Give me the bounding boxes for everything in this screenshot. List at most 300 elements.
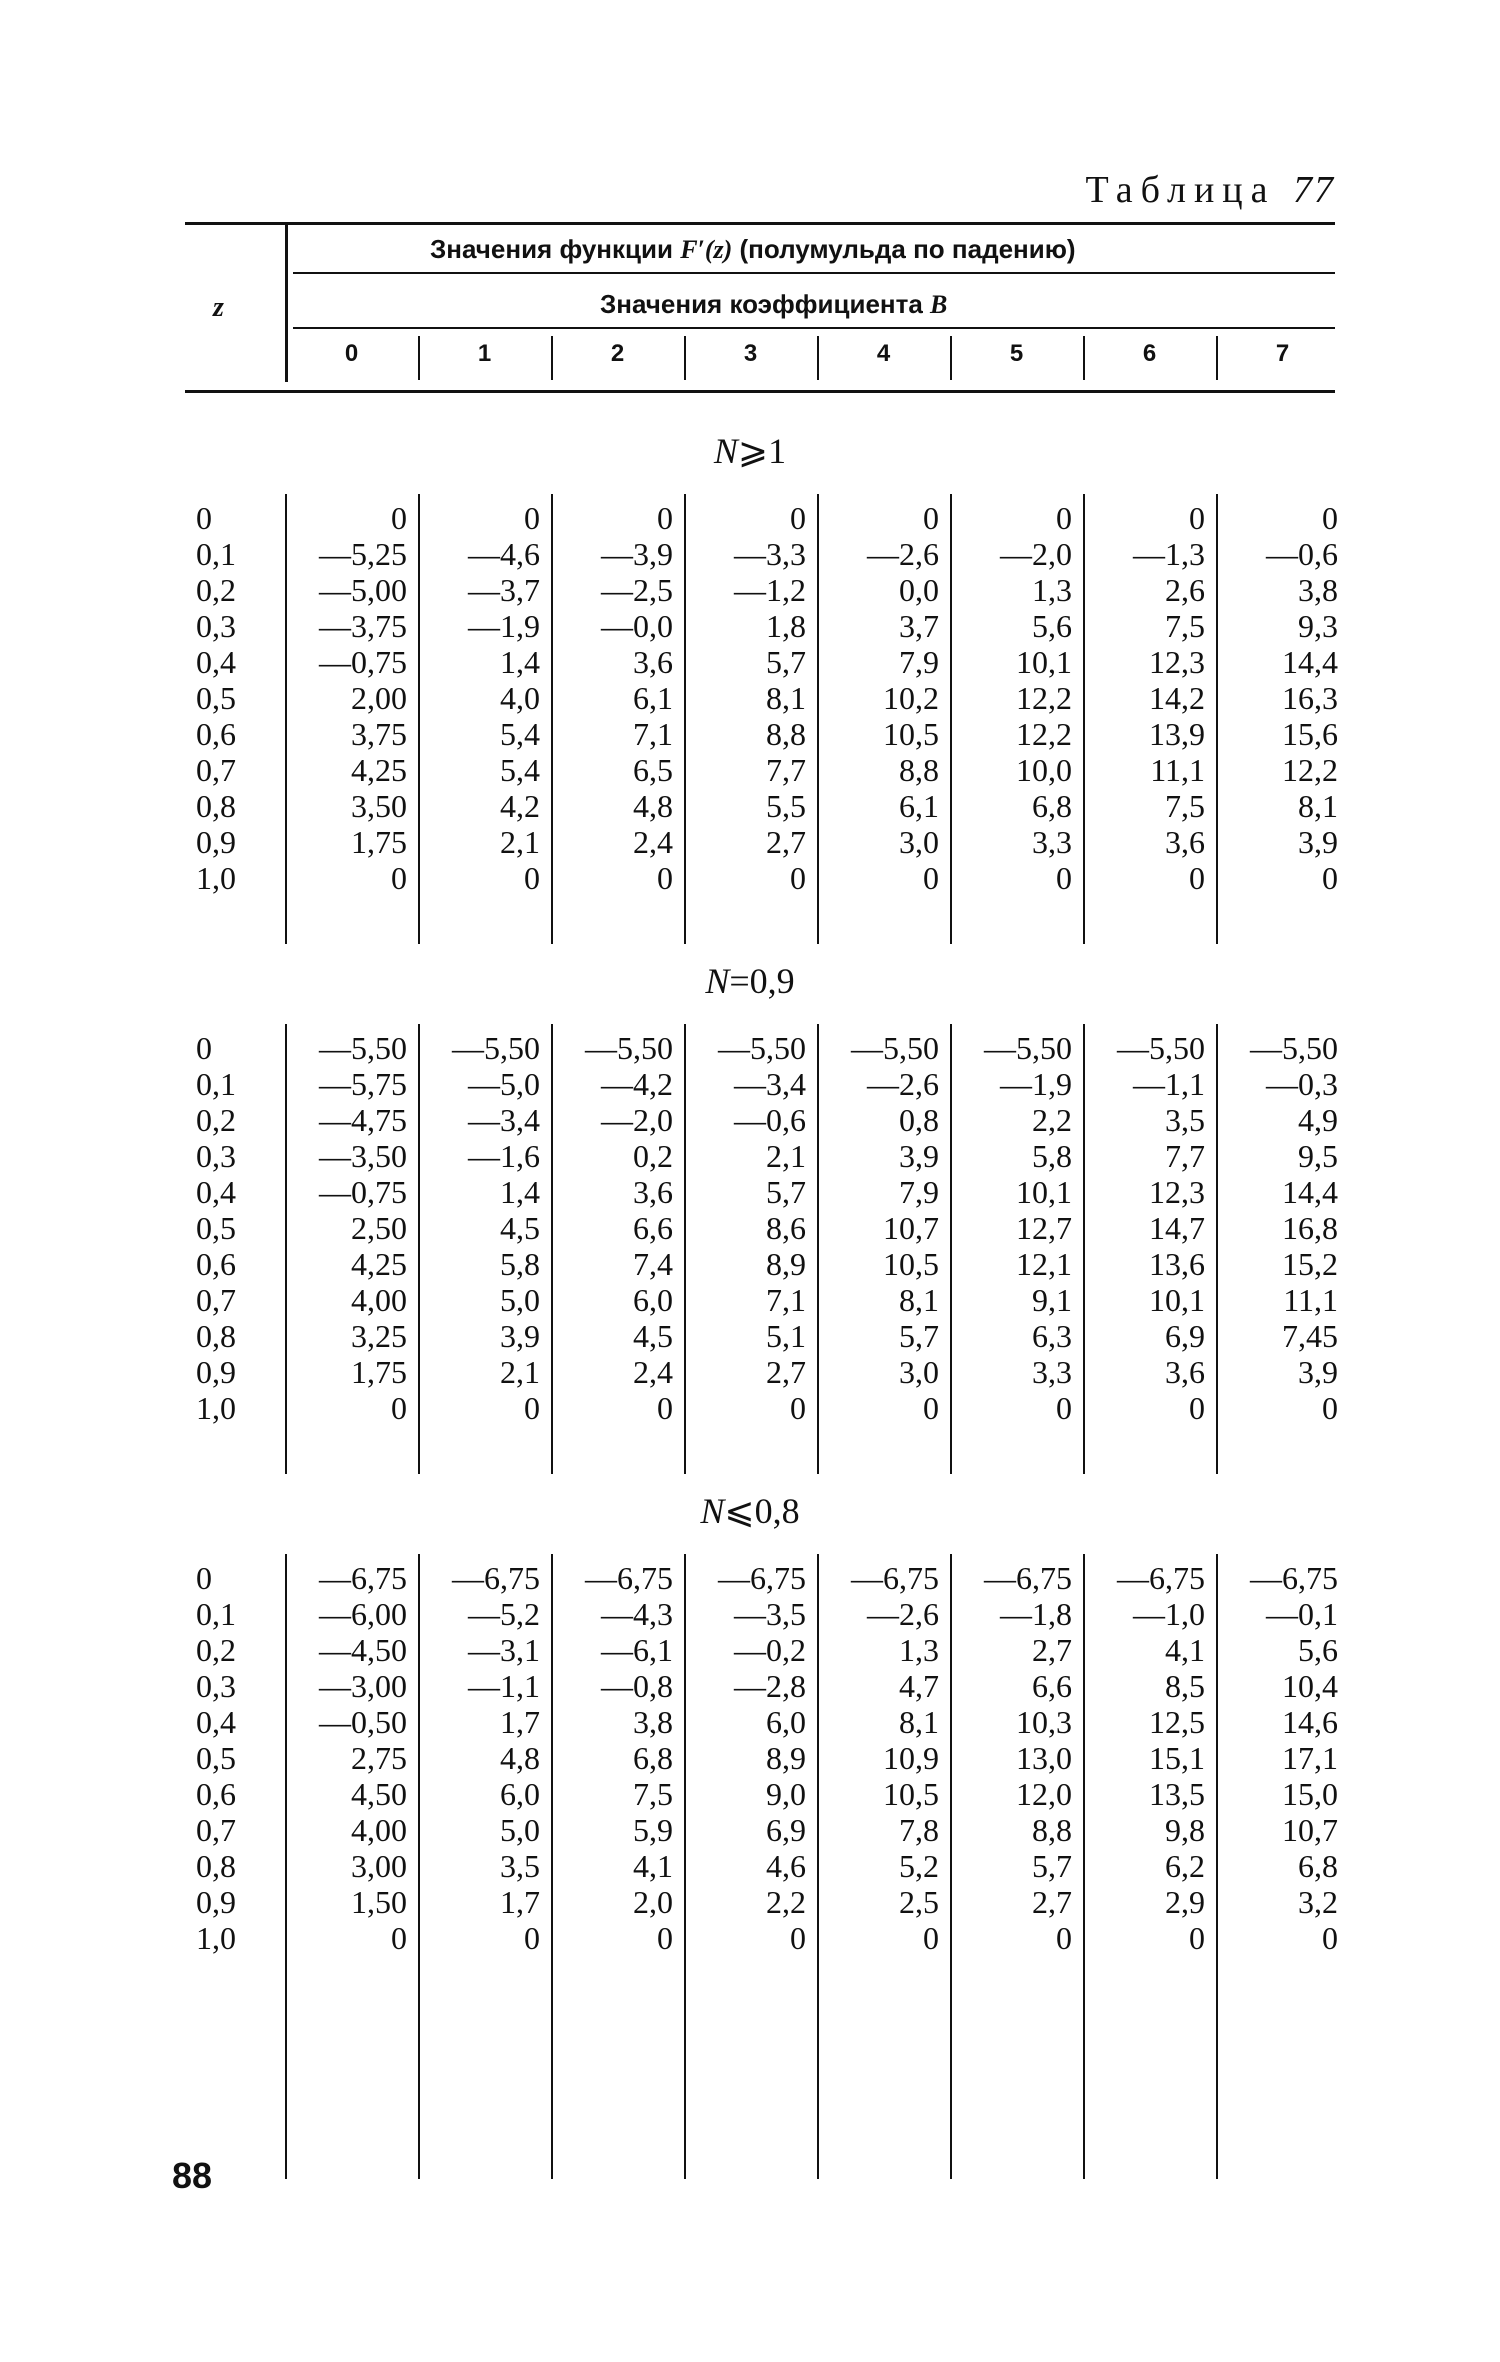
- table-cell: 14,7: [1149, 1210, 1205, 1246]
- table-cell: 12,2: [1016, 716, 1072, 752]
- table-cell: 0,8: [899, 1102, 939, 1138]
- table-cell: 7,5: [1165, 788, 1205, 824]
- table-cell: 13,6: [1149, 1246, 1205, 1282]
- table-cell: 3,8: [1298, 572, 1338, 608]
- z-value: 0,5: [196, 680, 236, 716]
- table-cell: —1,0: [1133, 1596, 1205, 1632]
- table-cell: —0,8: [601, 1668, 673, 1704]
- section-label-condition: =0,9: [729, 961, 795, 1001]
- table-cell: 4,25: [351, 752, 407, 788]
- column-divider: [418, 494, 420, 944]
- table-cell: —3,7: [468, 572, 540, 608]
- table-cell: 6,9: [1165, 1318, 1205, 1354]
- table-cell: —6,75: [984, 1560, 1072, 1596]
- table-cell: 2,7: [766, 824, 806, 860]
- column-header-7: 7: [1275, 340, 1290, 367]
- table-cell: 0: [1322, 860, 1338, 896]
- z-value: 0,9: [196, 824, 236, 860]
- table-cell: —4,6: [468, 536, 540, 572]
- z-value: 0,3: [196, 1668, 236, 1704]
- header-mid-rule-1: [293, 272, 1335, 274]
- table-cell: 2,4: [633, 824, 673, 860]
- column-header-divider: [1216, 336, 1218, 380]
- z-value: 0,2: [196, 1102, 236, 1138]
- table-cell: 0: [1322, 1390, 1338, 1426]
- column-divider: [817, 1024, 819, 1474]
- table-cell: 4,50: [351, 1776, 407, 1812]
- table-cell: 6,0: [766, 1704, 806, 1740]
- table-cell: —0,50: [319, 1704, 407, 1740]
- table-cell: 1,75: [351, 1354, 407, 1390]
- column-header-6: 6: [1142, 340, 1157, 367]
- table-cell: 0: [1322, 500, 1338, 536]
- table-cell: 0,0: [899, 572, 939, 608]
- z-value: 0,7: [196, 1812, 236, 1848]
- z-value: 0,3: [196, 608, 236, 644]
- table-cell: —0,6: [1266, 536, 1338, 572]
- table-cell: 3,8: [633, 1704, 673, 1740]
- header-mid-rule-2: [293, 327, 1335, 329]
- column-divider: [950, 494, 952, 944]
- table-cell: 8,1: [899, 1282, 939, 1318]
- table-cell: 12,3: [1149, 1174, 1205, 1210]
- z-value: 0,1: [196, 1066, 236, 1102]
- table-cell: 0: [1189, 500, 1205, 536]
- table-cell: —3,4: [734, 1066, 806, 1102]
- table-cell: 6,0: [500, 1776, 540, 1812]
- table-cell: 8,6: [766, 1210, 806, 1246]
- table-cell: 6,0: [633, 1282, 673, 1318]
- z-value: 0,5: [196, 1210, 236, 1246]
- column-divider: [684, 1024, 686, 1474]
- table-cell: 10,9: [883, 1740, 939, 1776]
- table-cell: 4,8: [500, 1740, 540, 1776]
- table-cell: —2,6: [867, 1066, 939, 1102]
- column-divider: [817, 494, 819, 944]
- table-cell: 1,3: [899, 1632, 939, 1668]
- table-cell: 5,8: [1032, 1138, 1072, 1174]
- table-cell: 5,8: [500, 1246, 540, 1282]
- table-cell: —0,0: [601, 608, 673, 644]
- table-cell: 8,5: [1165, 1668, 1205, 1704]
- table-cell: 6,2: [1165, 1848, 1205, 1884]
- table-cell: 7,7: [1165, 1138, 1205, 1174]
- function-title-post: (полумульда по падению): [732, 234, 1076, 264]
- table-cell: 3,9: [1298, 1354, 1338, 1390]
- table-cell: 3,6: [633, 1174, 673, 1210]
- table-cell: 3,0: [899, 1354, 939, 1390]
- table-cell: 15,1: [1149, 1740, 1205, 1776]
- table-cell: 14,4: [1282, 1174, 1338, 1210]
- table-cell: 6,3: [1032, 1318, 1072, 1354]
- table-cell: 3,9: [1298, 824, 1338, 860]
- header-top-rule: [185, 222, 1335, 225]
- table-cell: 3,9: [899, 1138, 939, 1174]
- table-cell: 13,5: [1149, 1776, 1205, 1812]
- table-cell: 16,8: [1282, 1210, 1338, 1246]
- table-cell: —1,1: [468, 1668, 540, 1704]
- table-cell: 12,3: [1149, 644, 1205, 680]
- table-cell: 5,2: [899, 1848, 939, 1884]
- column-divider: [1216, 494, 1218, 944]
- table-cell: 8,8: [1032, 1812, 1072, 1848]
- table-cell: 7,1: [766, 1282, 806, 1318]
- table-cell: 6,1: [899, 788, 939, 824]
- column-divider: [551, 494, 553, 944]
- table-cell: 16,3: [1282, 680, 1338, 716]
- table-cell: 4,7: [899, 1668, 939, 1704]
- table-cell: —2,5: [601, 572, 673, 608]
- column-divider: [418, 1024, 420, 1474]
- table-cell: 0: [790, 860, 806, 896]
- column-divider: [1083, 1024, 1085, 1474]
- table-cell: 0: [391, 1390, 407, 1426]
- coefficient-title: [600, 289, 947, 320]
- table-cell: 0: [1322, 1920, 1338, 1956]
- table-cell: —5,2: [468, 1596, 540, 1632]
- section-label-variable: N: [700, 1491, 725, 1531]
- table-cell: 2,9: [1165, 1884, 1205, 1920]
- table-cell: 7,5: [1165, 608, 1205, 644]
- table-cell: 2,6: [1165, 572, 1205, 608]
- table-cell: 10,3: [1016, 1704, 1072, 1740]
- z-value: 0,4: [196, 1174, 236, 1210]
- table-cell: 1,3: [1032, 572, 1072, 608]
- table-cell: —6,75: [718, 1560, 806, 1596]
- caption-word: Таблица: [1085, 169, 1276, 211]
- table-cell: 2,7: [766, 1354, 806, 1390]
- table-cell: 7,4: [633, 1246, 673, 1282]
- table-cell: 5,7: [1032, 1848, 1072, 1884]
- table-cell: —3,00: [319, 1668, 407, 1704]
- table-cell: 4,0: [500, 680, 540, 716]
- table-caption: [1085, 168, 1335, 212]
- table-cell: —3,3: [734, 536, 806, 572]
- column-divider: [285, 1024, 287, 1474]
- function-title-pre: Значения функции: [430, 234, 681, 264]
- table-cell: 6,5: [633, 752, 673, 788]
- table-cell: 5,0: [500, 1282, 540, 1318]
- table-cell: —6,75: [1250, 1560, 1338, 1596]
- table-cell: 2,2: [1032, 1102, 1072, 1138]
- table-cell: 5,7: [899, 1318, 939, 1354]
- table-cell: 9,1: [1032, 1282, 1072, 1318]
- table-cell: —3,50: [319, 1138, 407, 1174]
- table-cell: 0: [923, 1390, 939, 1426]
- table-cell: 4,1: [633, 1848, 673, 1884]
- table-cell: —5,00: [319, 572, 407, 608]
- table-cell: 5,6: [1032, 608, 1072, 644]
- table-cell: 10,5: [883, 1246, 939, 1282]
- table-cell: 14,6: [1282, 1704, 1338, 1740]
- table-cell: 0: [923, 500, 939, 536]
- z-value: 0,5: [196, 1740, 236, 1776]
- table-cell: —5,0: [468, 1066, 540, 1102]
- table-cell: —5,75: [319, 1066, 407, 1102]
- table-cell: 12,7: [1016, 1210, 1072, 1246]
- table-cell: —2,6: [867, 1596, 939, 1632]
- table-cell: 3,6: [1165, 824, 1205, 860]
- table-cell: 10,7: [883, 1210, 939, 1246]
- table-cell: —1,1: [1133, 1066, 1205, 1102]
- table-cell: 6,6: [633, 1210, 673, 1246]
- table-cell: 4,5: [500, 1210, 540, 1246]
- header-bottom-rule: [185, 390, 1335, 393]
- table-cell: 5,4: [500, 716, 540, 752]
- column-divider: [551, 1024, 553, 1474]
- column-header-divider: [1083, 336, 1085, 380]
- table-cell: 12,5: [1149, 1704, 1205, 1740]
- column-header-3: 3: [743, 340, 758, 367]
- z-value: 0,2: [196, 572, 236, 608]
- z-value: 0,1: [196, 536, 236, 572]
- table-cell: —4,50: [319, 1632, 407, 1668]
- column-divider: [1083, 494, 1085, 944]
- column-header-0: 0: [344, 340, 359, 367]
- table-cell: 7,5: [633, 1776, 673, 1812]
- table-cell: 8,8: [766, 716, 806, 752]
- table-cell: 9,0: [766, 1776, 806, 1812]
- table-cell: —5,50: [851, 1030, 939, 1066]
- z-value: 1,0: [196, 1920, 236, 1956]
- table-cell: 3,75: [351, 716, 407, 752]
- table-cell: 2,1: [766, 1138, 806, 1174]
- table-cell: 10,5: [883, 1776, 939, 1812]
- column-divider: [285, 494, 287, 944]
- coefficient-name: B: [930, 290, 948, 319]
- column-divider: [684, 1554, 686, 2179]
- function-name: F′(z): [680, 235, 733, 264]
- function-title: [430, 234, 1076, 265]
- table-cell: 2,75: [351, 1740, 407, 1776]
- table-cell: 0: [657, 860, 673, 896]
- table-cell: —3,1: [468, 1632, 540, 1668]
- column-divider: [950, 1024, 952, 1474]
- table-cell: 3,5: [500, 1848, 540, 1884]
- table-cell: 2,4: [633, 1354, 673, 1390]
- table-cell: 14,4: [1282, 644, 1338, 680]
- column-header-divider: [684, 336, 686, 380]
- z-value: 0,8: [196, 1318, 236, 1354]
- table-cell: 2,50: [351, 1210, 407, 1246]
- z-value: 0,2: [196, 1632, 236, 1668]
- table-cell: 2,7: [1032, 1884, 1072, 1920]
- table-cell: 1,50: [351, 1884, 407, 1920]
- table-cell: 10,1: [1149, 1282, 1205, 1318]
- table-cell: 11,1: [1283, 1282, 1338, 1318]
- z-value: 0,1: [196, 1596, 236, 1632]
- table-cell: 8,9: [766, 1740, 806, 1776]
- table-cell: —2,8: [734, 1668, 806, 1704]
- table-cell: —5,50: [1250, 1030, 1338, 1066]
- table-cell: 12,0: [1016, 1776, 1072, 1812]
- table-cell: 0: [790, 1390, 806, 1426]
- table-cell: 14,2: [1149, 680, 1205, 716]
- table-cell: 4,8: [633, 788, 673, 824]
- table-cell: 0: [391, 860, 407, 896]
- caption-number: 77: [1293, 169, 1335, 211]
- column-divider: [285, 1554, 287, 2179]
- table-cell: 3,5: [1165, 1102, 1205, 1138]
- table-cell: 8,1: [899, 1704, 939, 1740]
- column-header-divider: [551, 336, 553, 380]
- column-header-4: 4: [876, 340, 891, 367]
- column-header-2: 2: [610, 340, 625, 367]
- table-cell: 4,9: [1298, 1102, 1338, 1138]
- table-cell: 1,4: [500, 1174, 540, 1210]
- table-cell: 4,2: [500, 788, 540, 824]
- column-header-1: 1: [477, 340, 492, 367]
- table-cell: 6,9: [766, 1812, 806, 1848]
- table-cell: 3,3: [1032, 1354, 1072, 1390]
- table-cell: 9,3: [1298, 608, 1338, 644]
- table-cell: 5,9: [633, 1812, 673, 1848]
- z-value: 0: [196, 500, 212, 536]
- table-cell: 13,0: [1016, 1740, 1072, 1776]
- table-cell: —6,00: [319, 1596, 407, 1632]
- table-cell: 4,00: [351, 1812, 407, 1848]
- table-cell: 11,1: [1150, 752, 1205, 788]
- z-value: 0,7: [196, 752, 236, 788]
- table-cell: 0: [923, 860, 939, 896]
- table-cell: 8,9: [766, 1246, 806, 1282]
- table-cell: —3,5: [734, 1596, 806, 1632]
- column-divider: [817, 1554, 819, 2179]
- table-cell: 17,1: [1282, 1740, 1338, 1776]
- table-cell: 3,00: [351, 1848, 407, 1884]
- z-value: 0,6: [196, 1246, 236, 1282]
- column-divider: [1216, 1024, 1218, 1474]
- table-cell: —4,2: [601, 1066, 673, 1102]
- table-cell: 0: [1056, 500, 1072, 536]
- table-cell: —1,6: [468, 1138, 540, 1174]
- table-cell: 7,45: [1282, 1318, 1338, 1354]
- table-cell: 0: [524, 860, 540, 896]
- table-cell: 0: [923, 1920, 939, 1956]
- table-cell: 3,9: [500, 1318, 540, 1354]
- table-cell: 7,8: [899, 1812, 939, 1848]
- table-cell: 12,2: [1282, 752, 1338, 788]
- table-cell: 6,6: [1032, 1668, 1072, 1704]
- table-cell: —0,2: [734, 1632, 806, 1668]
- table-cell: 6,8: [1298, 1848, 1338, 1884]
- section-label-variable: N: [713, 431, 738, 471]
- table-cell: 10,5: [883, 716, 939, 752]
- table-cell: 0: [657, 1390, 673, 1426]
- z-value: 0,4: [196, 644, 236, 680]
- table-cell: —0,1: [1266, 1596, 1338, 1632]
- table-cell: —6,75: [452, 1560, 540, 1596]
- z-value: 0,9: [196, 1884, 236, 1920]
- table-cell: 15,6: [1282, 716, 1338, 752]
- table-cell: 5,6: [1298, 1632, 1338, 1668]
- z-value: 0,6: [196, 1776, 236, 1812]
- section-label: [0, 430, 1500, 472]
- table-cell: —0,3: [1266, 1066, 1338, 1102]
- table-cell: 0: [391, 1920, 407, 1956]
- table-cell: 0: [524, 1920, 540, 1956]
- section-label-condition: ⩾1: [737, 431, 787, 471]
- column-header-divider: [950, 336, 952, 380]
- table-cell: 3,2: [1298, 1884, 1338, 1920]
- table-cell: —5,50: [452, 1030, 540, 1066]
- table-cell: 0: [1056, 1920, 1072, 1956]
- section-label-condition: ⩽0,8: [724, 1491, 800, 1531]
- table-cell: —4,3: [601, 1596, 673, 1632]
- table-cell: 3,0: [899, 824, 939, 860]
- table-cell: —2,6: [867, 536, 939, 572]
- table-cell: 0: [524, 1390, 540, 1426]
- table-cell: 0: [1189, 1920, 1205, 1956]
- table-cell: 3,7: [899, 608, 939, 644]
- z-value: 0,8: [196, 788, 236, 824]
- table-cell: 15,2: [1282, 1246, 1338, 1282]
- table-cell: 1,8: [766, 608, 806, 644]
- table-cell: 4,6: [766, 1848, 806, 1884]
- table-cell: 6,8: [1032, 788, 1072, 824]
- table-cell: 0: [391, 500, 407, 536]
- table-cell: —6,75: [1117, 1560, 1205, 1596]
- z-value: 0,3: [196, 1138, 236, 1174]
- table-cell: 1,7: [500, 1884, 540, 1920]
- table-cell: —5,50: [984, 1030, 1072, 1066]
- table-cell: —5,50: [1117, 1030, 1205, 1066]
- table-cell: 3,50: [351, 788, 407, 824]
- z-value: 0,8: [196, 1848, 236, 1884]
- column-header-5: 5: [1009, 340, 1024, 367]
- table-cell: 3,3: [1032, 824, 1072, 860]
- z-column-header: z: [213, 292, 224, 323]
- table-cell: —1,8: [1000, 1596, 1072, 1632]
- table-cell: 4,1: [1165, 1632, 1205, 1668]
- table-cell: 10,2: [883, 680, 939, 716]
- table-cell: —5,50: [718, 1030, 806, 1066]
- z-value: 0,6: [196, 716, 236, 752]
- z-value: 0: [196, 1560, 212, 1596]
- table-cell: —2,0: [601, 1102, 673, 1138]
- table-cell: 0: [1189, 860, 1205, 896]
- table-cell: 7,9: [899, 644, 939, 680]
- column-divider: [551, 1554, 553, 2179]
- table-cell: 12,2: [1016, 680, 1072, 716]
- column-divider: [950, 1554, 952, 2179]
- table-cell: 1,4: [500, 644, 540, 680]
- table-cell: 7,7: [766, 752, 806, 788]
- coefficient-title-pre: Значения коэффициента: [600, 289, 931, 319]
- table-cell: 0: [790, 1920, 806, 1956]
- table-cell: 0,2: [633, 1138, 673, 1174]
- table-cell: 0: [657, 1920, 673, 1956]
- table-cell: 6,1: [633, 680, 673, 716]
- table-cell: —5,50: [319, 1030, 407, 1066]
- table-cell: 0: [790, 500, 806, 536]
- table-cell: —3,9: [601, 536, 673, 572]
- table-cell: 10,4: [1282, 1668, 1338, 1704]
- table-cell: —3,4: [468, 1102, 540, 1138]
- column-divider: [1216, 1554, 1218, 2179]
- section-label: [0, 1490, 1500, 1532]
- table-cell: 7,1: [633, 716, 673, 752]
- table-cell: —1,9: [1000, 1066, 1072, 1102]
- column-divider: [684, 494, 686, 944]
- table-cell: 2,00: [351, 680, 407, 716]
- table-cell: 5,5: [766, 788, 806, 824]
- table-cell: 8,1: [1298, 788, 1338, 824]
- table-cell: 8,8: [899, 752, 939, 788]
- section-label: [0, 960, 1500, 1002]
- table-cell: 5,1: [766, 1318, 806, 1354]
- table-cell: 0: [1056, 1390, 1072, 1426]
